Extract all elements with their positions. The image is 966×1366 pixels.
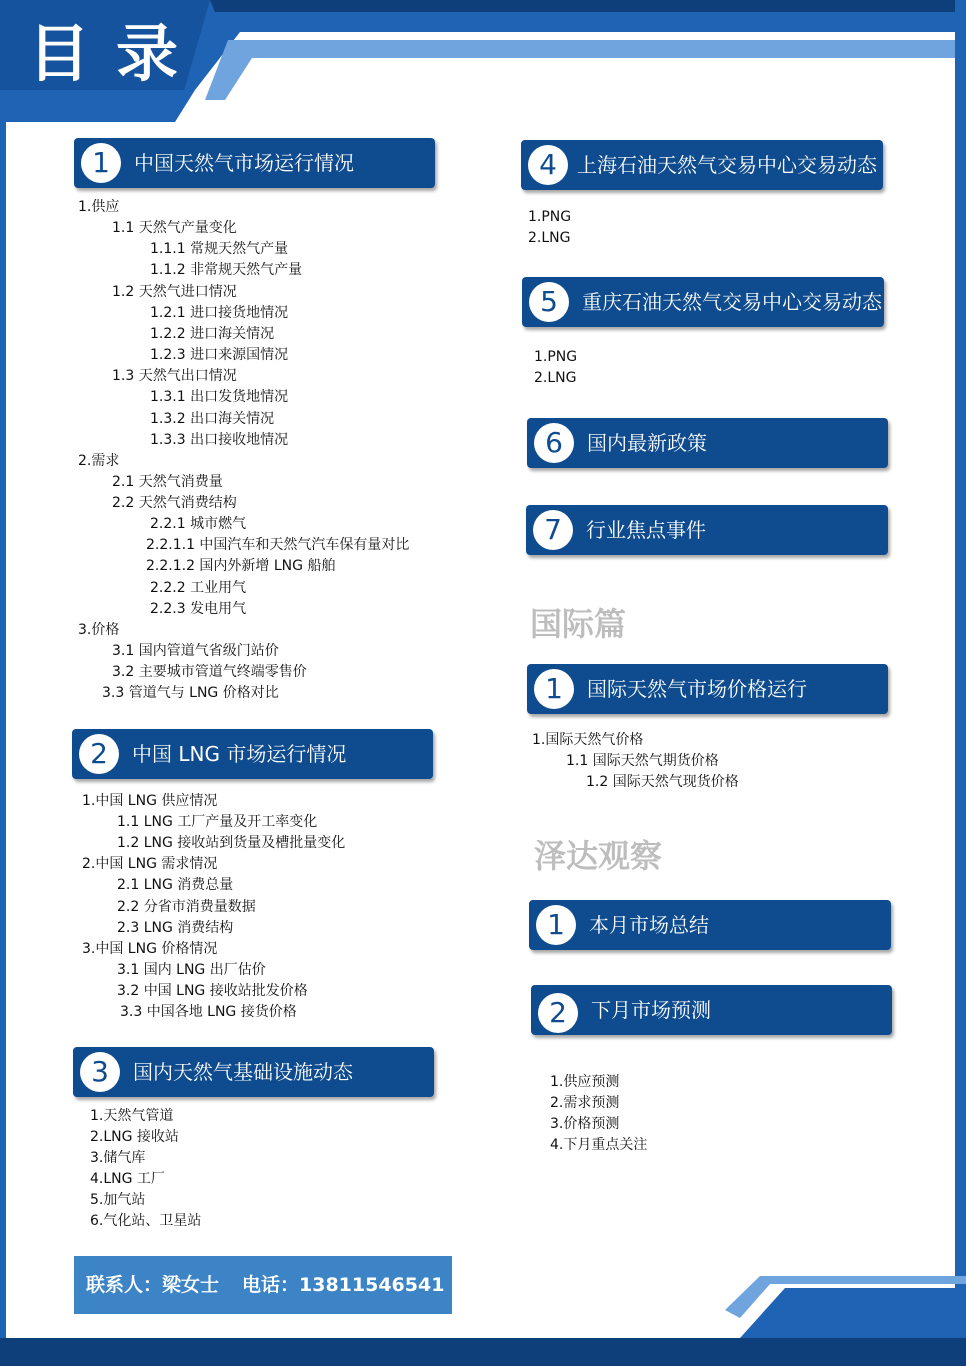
toc-item: 2.2 分省市消费量数据 bbox=[117, 899, 256, 915]
section-header-3 bbox=[73, 1047, 434, 1097]
section-title: 上海石油天然气交易中心交易动态 bbox=[577, 153, 877, 177]
toc-item: 1.1 LNG 工厂产量及开工率变化 bbox=[117, 814, 318, 830]
section-title: 中国天然气市场运行情况 bbox=[134, 151, 354, 175]
contact-person: 联系人：梁女士 bbox=[86, 1274, 220, 1296]
toc-item: 1.1.2 非常规天然气产量 bbox=[150, 262, 303, 278]
toc-item: 3.1 国内管道气省级门站价 bbox=[112, 643, 279, 659]
header-top-stripe bbox=[210, 0, 966, 12]
toc-item: 1.3.3 出口接收地情况 bbox=[150, 432, 289, 448]
toc-item: 1.2 天然气进口情况 bbox=[112, 284, 237, 300]
toc-item: 3.3 中国各地 LNG 接货价格 bbox=[120, 1004, 297, 1020]
toc-item: 3.3 管道气与 LNG 价格对比 bbox=[102, 685, 279, 701]
toc-item: 1.国际天然气价格 bbox=[532, 732, 644, 748]
toc-item: 1.2 国际天然气现货价格 bbox=[586, 774, 739, 790]
section-number: 4 bbox=[528, 145, 568, 185]
section-number: 3 bbox=[80, 1052, 120, 1092]
toc-item: 3.储气库 bbox=[90, 1150, 146, 1166]
toc-item: 1.中国 LNG 供应情况 bbox=[82, 793, 218, 809]
section-header-4 bbox=[521, 140, 883, 190]
toc-item: 3.1 国内 LNG 出厂估价 bbox=[117, 962, 266, 978]
section-title: 本月市场总结 bbox=[589, 913, 709, 937]
toc-item: 1.3.2 出口海关情况 bbox=[150, 411, 275, 427]
toc-item: 2.2.1.2 国内外新增 LNG 船舶 bbox=[146, 558, 336, 574]
section-number: 1 bbox=[534, 669, 574, 709]
section-header-1 bbox=[74, 138, 435, 188]
toc-item: 1.1.1 常规天然气产量 bbox=[150, 241, 289, 257]
toc-item: 1.PNG bbox=[528, 209, 572, 225]
section-header-intl-1 bbox=[527, 664, 888, 714]
toc-item: 2.3 LNG 消费结构 bbox=[117, 920, 234, 936]
toc-item: 1.供应预测 bbox=[550, 1074, 620, 1090]
section-header-7 bbox=[526, 505, 888, 555]
toc-item: 2.中国 LNG 需求情况 bbox=[82, 856, 218, 872]
section-title: 国际天然气市场价格运行 bbox=[587, 677, 807, 701]
toc-item: 1.3 天然气出口情况 bbox=[112, 368, 237, 384]
section-number: 1 bbox=[536, 905, 576, 945]
toc-item: 2.2.3 发电用气 bbox=[150, 601, 247, 617]
contact-phone: 电话：13811546541 bbox=[242, 1274, 445, 1296]
contact-box bbox=[74, 1256, 452, 1314]
section-number: 2 bbox=[79, 734, 119, 774]
section-number: 2 bbox=[538, 993, 578, 1033]
section-title: 中国 LNG 市场运行情况 bbox=[132, 742, 347, 766]
toc-item: 1.2.1 进口接货地情况 bbox=[150, 305, 289, 321]
left-edge-bar bbox=[0, 120, 6, 1366]
toc-item: 3.中国 LNG 价格情况 bbox=[82, 941, 218, 957]
section-title: 下月市场预测 bbox=[591, 998, 711, 1022]
right-edge-bar bbox=[955, 0, 966, 1366]
toc-item: 3.价格预测 bbox=[550, 1116, 620, 1132]
toc-item: 1.2 LNG 接收站到货量及槽批量变化 bbox=[117, 835, 346, 851]
section-header-6 bbox=[527, 418, 888, 468]
toc-item: 2.2.1.1 中国汽车和天然气汽车保有量对比 bbox=[146, 537, 410, 553]
toc-item: 2.2 天然气消费结构 bbox=[112, 495, 237, 511]
section-number: 7 bbox=[533, 510, 573, 550]
toc-item: 2.2.1 城市燃气 bbox=[150, 516, 247, 532]
toc-item: 2.LNG 接收站 bbox=[90, 1129, 179, 1145]
toc-item: 4.下月重点关注 bbox=[550, 1137, 648, 1153]
page-title: 目录 bbox=[28, 17, 205, 90]
toc-item: 4.LNG 工厂 bbox=[90, 1171, 165, 1187]
toc-item: 2.需求预测 bbox=[550, 1095, 620, 1111]
section-header-zeda-1 bbox=[529, 900, 891, 950]
toc-item: 1.PNG bbox=[534, 349, 578, 365]
section-number: 1 bbox=[81, 143, 121, 183]
section-title: 重庆石油天然气交易中心交易动态 bbox=[582, 290, 882, 314]
section-title: 国内天然气基础设施动态 bbox=[133, 1060, 353, 1084]
toc-item: 2.LNG bbox=[528, 230, 571, 246]
part-label-international: 国际篇 bbox=[530, 605, 627, 643]
bottom-right-block bbox=[740, 1288, 966, 1338]
part-label-zeda: 泽达观察 bbox=[534, 837, 663, 875]
toc-item: 1.天然气管道 bbox=[90, 1108, 174, 1124]
toc-item: 2.1 LNG 消费总量 bbox=[117, 877, 234, 893]
toc-item: 1.3.1 出口发货地情况 bbox=[150, 389, 289, 405]
toc-item: 1.供应 bbox=[78, 199, 120, 215]
bottom-band bbox=[0, 1338, 966, 1366]
toc-item: 1.1 国际天然气期货价格 bbox=[566, 753, 719, 769]
toc-item: 1.1 天然气产量变化 bbox=[112, 220, 237, 236]
toc-item: 2.1 天然气消费量 bbox=[112, 474, 223, 490]
section-header-2 bbox=[72, 729, 433, 779]
toc-item: 3.价格 bbox=[78, 622, 120, 638]
toc-item: 2.需求 bbox=[78, 453, 120, 469]
section-number: 5 bbox=[529, 282, 569, 322]
toc-item: 1.2.3 进口来源国情况 bbox=[150, 347, 289, 363]
toc-item: 3.2 中国 LNG 接收站批发价格 bbox=[117, 983, 308, 999]
header-lower-block bbox=[0, 90, 195, 122]
section-number: 6 bbox=[534, 423, 574, 463]
toc-item: 1.2.2 进口海关情况 bbox=[150, 326, 275, 342]
toc-item: 6.气化站、卫星站 bbox=[90, 1213, 202, 1229]
toc-item: 2.2.2 工业用气 bbox=[150, 580, 247, 596]
section-header-zeda-2 bbox=[531, 985, 892, 1035]
section-title: 国内最新政策 bbox=[587, 431, 707, 455]
toc-item: 3.2 主要城市管道气终端零售价 bbox=[112, 664, 307, 680]
toc-item: 2.LNG bbox=[534, 370, 577, 386]
header-light-stripe bbox=[205, 40, 966, 100]
section-title: 行业焦点事件 bbox=[586, 518, 706, 542]
toc-item: 5.加气站 bbox=[90, 1192, 146, 1208]
section-header-5 bbox=[522, 277, 884, 327]
